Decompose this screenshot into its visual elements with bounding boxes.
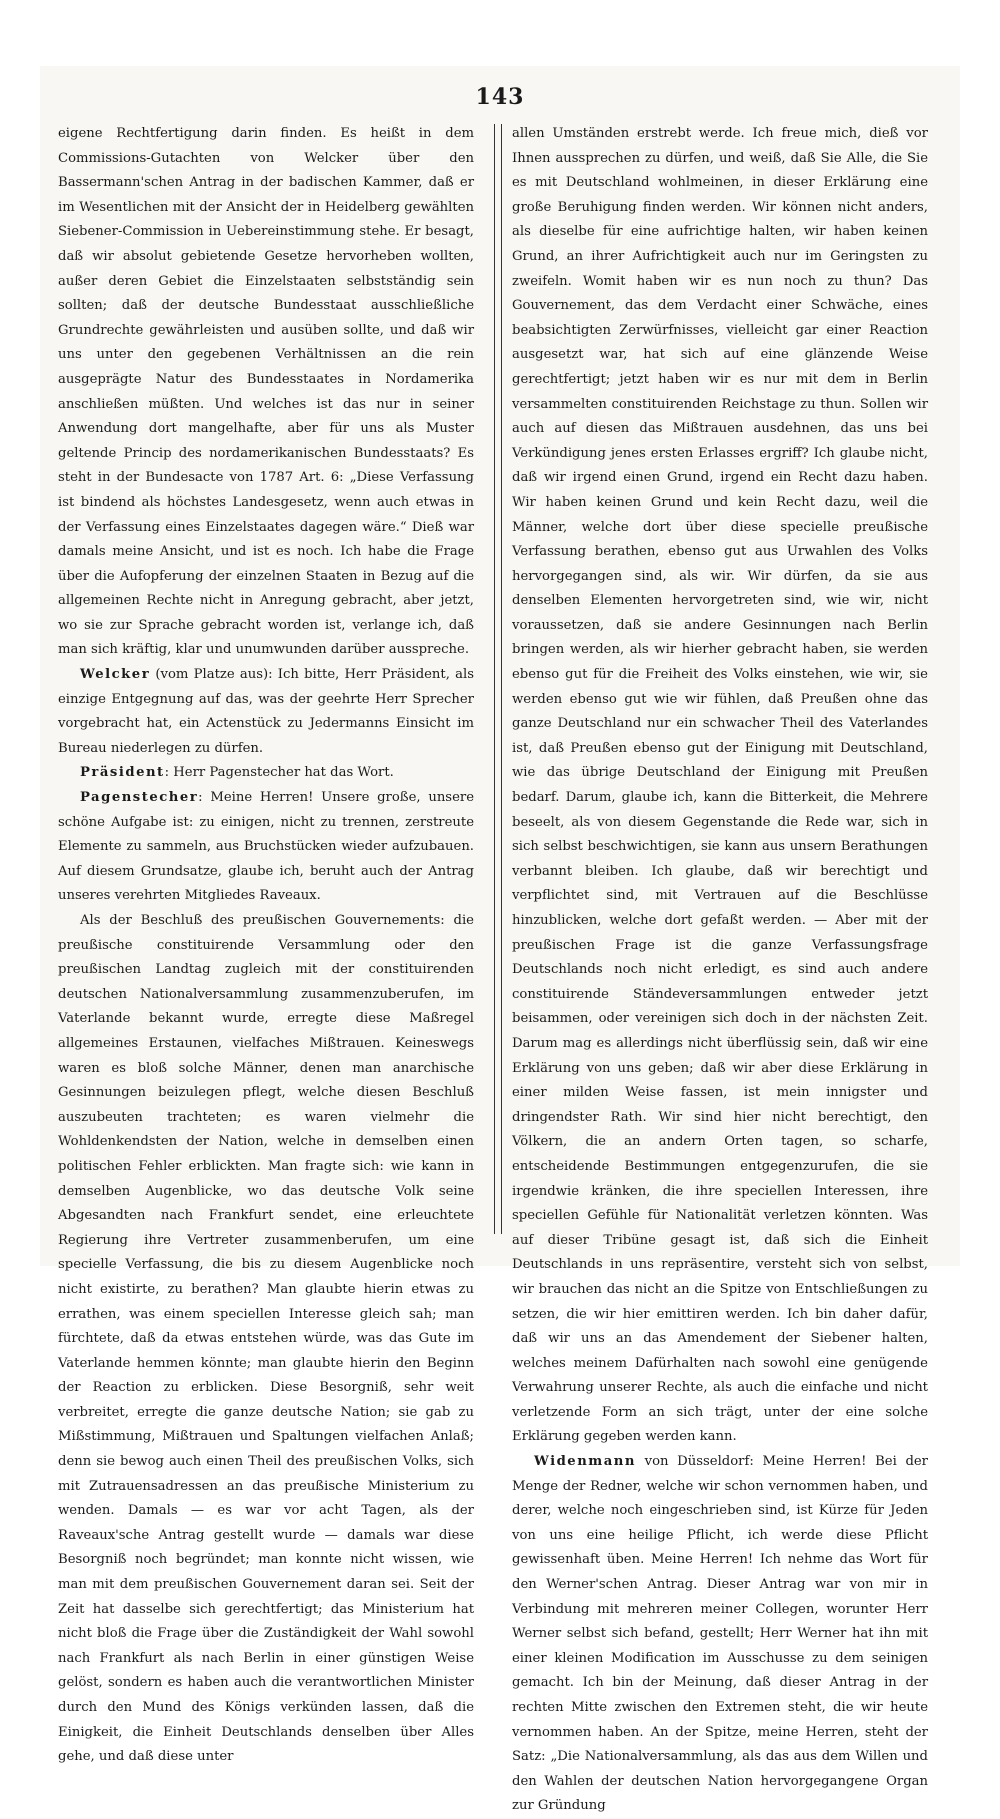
left-column xyxy=(58,122,474,1770)
speech-text: von Düsseldorf: Meine Herren! Bei der Menge der Redner, welche wir schon vernommen haben, und derer, welche noch eingeschrieben sind, ist Kürze für Jeden von uns eine heilige Pflicht, ich werde diese Pflicht gewissenhaft üben. Meine Herren! Ich nehme das Wort für den Werner'schen Antrag. Dieser Antrag war von mir in Verbindung mit mehreren meiner Collegen, worunter Herr Werner selbst sich befand, gestellt; Herr Werner hat ihn mit einer kleinen Modification im Ausschusse zu dem seinigen gemacht. Ich bin der Meinung, daß dieser Antrag in der rechten Mitte zwischen den Extremen steht, die wir heute vernommen haben. An der Spitze, meine Herren, steht der Satz: „Die Nationalversammlung, als das aus dem Willen und den Wahlen der deutschen Nation hervorgegangene Organ zur Gründung xyxy=(512,1454,928,1814)
column-divider xyxy=(494,124,502,1234)
paragraph: Als der Beschluß des preußischen Gouvernements: die preußische constituirende Versammlung oder den preußischen Landtag zugleich mit der constituirenden deutschen Nationalversammlung zusammenzuberufen, im Vaterlande bekannt wurde, erregte diese Maßregel allgemeines Erstaunen, vielfaches Mißtrauen. Keineswegs waren es bloß solche Männer, denen man anarchische Gesinnungen beizulegen pflegt, welche diesen Beschluß auszubeuten trachteten; es waren vielmehr die Wohldenkendsten der Nation, welche in demselben einen politischen Fehler erblickten. Man fragte sich: wie kann in demselben Augenblicke, wo das deutsche Volk seine Abgesandten nach Frankfurt sendet, eine erleuchtete Regierung ihre Vertreter zusammenberufen, um eine specielle Verfassung, die bis zu diesem Augenblicke noch nicht existirte, zu berathen? Man glaubte hierin etwas zu errathen, was einem speciellen Interesse gleich sah; man fürchtete, daß da etwas entstehen würde, was das Gute im Vaterlande hemmen könnte; man glaubte hierin den Beginn der Reaction zu erblicken. Diese Besorgniß, sehr weit verbreitet, erregte die ganze deutsche Nation; sie gab zu Mißstimmung, Mißtrauen und Spaltungen vielfachen Anlaß; denn sie bewog auch einen Theil des preußischen Volks, sich mit Zutrauensadressen an das preußische Ministerium zu wenden. Damals — es war vor acht Tagen, als der Raveaux'sche Antrag gestellt wurde — damals war diese Besorgniß noch begründet; man konnte nicht wissen, wie man mit dem preußischen Gouvernement daran sei. Seit der Zeit hat dasselbe sich gerechtfertigt; das Ministerium hat nicht bloß die Frage über die Zuständigkeit der Wahl sowohl nach Frankfurt als nach Berlin in einer günstigen Weise gelöst, sondern es haben auch die verantwortlichen Minister durch den Mund des Königs verkünden lassen, daß die Einigkeit, die Einheit Deutschlands denselben über Alles gehe, und daß diese unter xyxy=(58,913,474,1765)
speech-text: : Herr Pagenstecher hat das Wort. xyxy=(164,765,394,781)
speaker-name: Welcker xyxy=(80,667,151,683)
paragraph: allen Umständen erstrebt werde. Ich freue mich, dieß vor Ihnen aussprechen zu dürfen, und weiß, daß Sie Alle, die Sie es mit Deutschland wohlmeinen, in dieser Erklärung eine große Beruhigung finden werden. Wir können nicht anders, als dieselbe für eine aufrichtige halten, wir haben keinen Grund, an ihrer Aufrichtigkeit auch nur im Geringsten zu zweifeln. Womit haben wir es nun noch zu thun? Das Gouvernement, das dem Verdacht einer Schwäche, eines beabsichtigten Zerwürfnisses, vielleicht gar einer Reaction ausgesetzt war, hat sich auf eine glänzende Weise gerechtfertigt; jetzt haben wir es nur mit dem in Berlin versammelten constituirenden Reichstage zu thun. Sollen wir auch auf diesen das Mißtrauen ausdehnen, das uns bei Verkündigung jenes ersten Erlasses ergriff? Ich glaube nicht, daß wir irgend einen Grund, irgend ein Recht dazu haben. Wir haben keinen Grund und kein Recht dazu, weil die Männer, welche dort über diese specielle preußische Verfassung berathen, ebenso gut aus Urwahlen des Volks hervorgegangen sind, als wir. Wir dürfen, da sie aus denselben Elementen hervorgetreten sind, wie wir, nicht voraussetzen, daß sie andere Gesinnungen nach Berlin bringen werden, als wir hierher gebracht haben, sie werden ebenso gut für die Freiheit des Volks einstehen, wie wir, sie werden ebenso gut wie wir fühlen, daß Preußen ohne das ganze Deutschland nur ein schwacher Theil des Vaterlandes ist, daß Preußen ebenso gut der Einigung mit Deutschland, wie das übrige Deutschland der Einigung mit Preußen bedarf. Darum, glaube ich, kann die Bitterkeit, die Mehrere beseelt, als von diesem Gegenstande die Rede war, sich in sich selbst beschwichtigen, sie kann aus unsern Berathungen verbannt bleiben. Ich glaube, daß wir berechtigt und verpflichtet sind, mit Vertrauen auf die Beschlüsse hinzublicken, welche dort gefaßt werden. — Aber mit der preußischen Frage ist die ganze Verfassungsfrage Deutschlands noch nicht erledigt, es sind auch andere constituirende Ständeversammlungen entweder jetzt beisammen, oder vereinigen sich doch in der nächsten Zeit. Darum mag es allerdings nicht überflüssig sein, daß wir eine Erklärung von uns geben; daß wir aber diese Erklärung in einer milden Weise fassen, ist mein innigster und dringendster Rath. Wir sind hier nicht berechtigt, den Völkern, die an andern Orten tagen, so scharfe, entscheidende Bestimmungen entgegenzurufen, die sie irgendwie kränken, die ihre speciellen Interessen, ihre speciellen Gefühle für Nationalität verletzen könnten. Was auf dieser Tribüne gesagt ist, daß sich die Einheit Deutschlands in uns repräsentire, versteht sich von selbst, wir brauchen das nicht an die Spitze von Entschließungen zu setzen, die wir hier emittiren werden. Ich bin daher dafür, daß wir uns an das Amendement der Siebener halten, welches meinem Dafürhalten nach sowohl eine genügende Verwahrung unserer Rechte, als auch die einfache und nicht verletzende Form an sich trägt, unter der eine solche Erklärung gegeben werden kann. xyxy=(512,126,928,1445)
speech-text: : Meine Herren! Unsere große, unsere schöne Aufgabe ist: zu einigen, nicht zu trennen, zerstreute Elemente zu sammeln, aus Bruchstücken wieder aufzubauen. Auf diesem Grundsatze, glaube ich, beruht auch der Antrag unseres verehrten Mitgliedes Raveaux. xyxy=(58,790,474,904)
speaker-paragraph xyxy=(58,663,474,761)
speech-text: (vom Platze aus): Ich bitte, Herr Präsident, als einzige Entgegnung auf das, was der geehrte Herr Sprecher vorgebracht hat, ein Actenstück zu Jedermanns Einsicht im Bureau niederlegen zu dürfen. xyxy=(58,667,474,756)
speaker-paragraph xyxy=(58,786,474,909)
speaker-paragraph xyxy=(512,1450,928,1819)
page-number: 143 xyxy=(475,84,525,110)
speaker-name: Widenmann xyxy=(534,1454,636,1470)
speaker-paragraph xyxy=(58,761,474,786)
paragraph: eigene Rechtfertigung darin finden. Es heißt in dem Commissions-Gutachten von Welcker über den Bassermann'schen Antrag in der badischen Kammer, daß er im Wesentlichen mit der Ansicht der in Heidelberg gewählten Siebener-Commission in Uebereinstimmung stehe. Er besagt, daß wir absolut gebietende Gesetze hervorheben wollten, außer deren Gebiet die Einzelstaaten selbstständig sein sollten; daß der deutsche Bundesstaat ausschließliche Grundrechte gewährleisten und ausüben sollte, und daß wir uns unter den gegebenen Verhältnissen an die rein ausgeprägte Natur des Bundesstaates in Nordamerika anschließen müßten. Und welches ist das nur in seiner Anwendung dort mangelhafte, aber für uns als Muster geltende Princip des nordamerikanischen Bundesstaats? Es steht in der Bundesacte von 1787 Art. 6: „Diese Verfassung ist bindend als höchstes Landesgesetz, wenn auch etwas in der Verfassung eines Einzelstaates dagegen wäre.“ Dieß war damals meine Ansicht, und ist es noch. Ich habe die Frage über die Aufopferung der einzelnen Staaten in Bezug auf die allgemeinen Rechte nicht in Anregung gebracht, aber jetzt, wo sie zur Sprache gebracht worden ist, verlange ich, daß man sich kräftig, klar und unumwunden darüber ausspreche. xyxy=(58,126,474,658)
speaker-name: Pagenstecher xyxy=(80,790,199,806)
newspaper-page xyxy=(40,66,960,1814)
right-column xyxy=(512,122,928,1819)
speaker-name: Präsident xyxy=(80,765,165,781)
